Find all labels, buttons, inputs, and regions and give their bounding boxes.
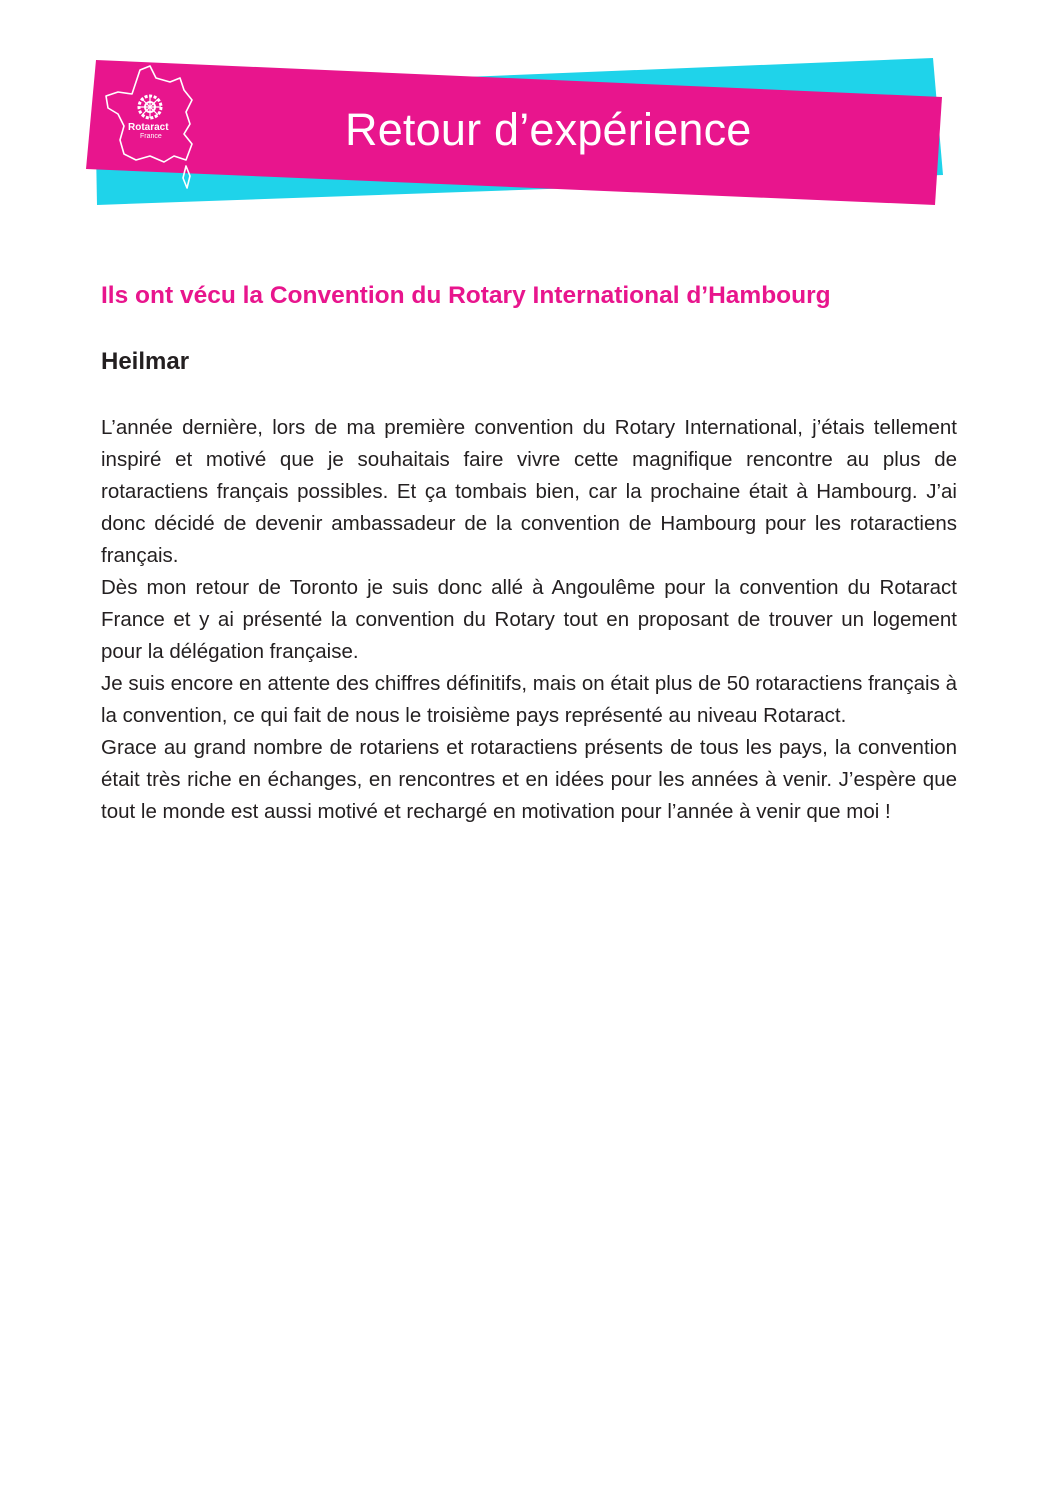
header-banner	[0, 0, 1058, 230]
logo-subname: France	[140, 133, 162, 140]
paragraph-3: Je suis encore en attente des chiffres définitifs, mais on était plus de 50 rotaractiens français à la convention, ce qui fait de nous le troisième pays représenté au niveau Rotaract.	[101, 672, 957, 727]
logo-name: Rotaract	[128, 122, 169, 133]
paragraph-1: L’année dernière, lors de ma première convention du Rotary International, j’étais tellement inspiré et motivé que je souhaitais faire vivre cette magnifique rencontre au plus de rotaractiens français possibles. Et ça tombais bien, car la prochaine était à Hambourg. J’ai donc décidé de devenir ambassadeur de la convention de Hambourg pour les rotaractiens français.	[101, 416, 957, 567]
author-name: Heilmar	[101, 348, 190, 375]
article-heading: Ils ont vécu la Convention du Rotary International d’Hambourg	[101, 282, 831, 309]
paragraph-4: Grace au grand nombre de rotariens et rotaractiens présents de tous les pays, la convention était très riche en échanges, en rencontres et en idées pour les années à venir. J’espère que tout le monde est aussi motivé et rechargé en motivation pour l’année à venir que moi !	[101, 736, 957, 823]
article-body	[101, 412, 957, 828]
rotary-wheel-icon	[139, 96, 161, 118]
page-title: Retour d’expérience	[345, 104, 752, 155]
paragraph-2: Dès mon retour de Toronto je suis donc allé à Angoulême pour la convention du Rotaract France et y ai présenté la convention du Rotary tout en proposant de trouver un logement pour la délégation française.	[101, 576, 957, 663]
